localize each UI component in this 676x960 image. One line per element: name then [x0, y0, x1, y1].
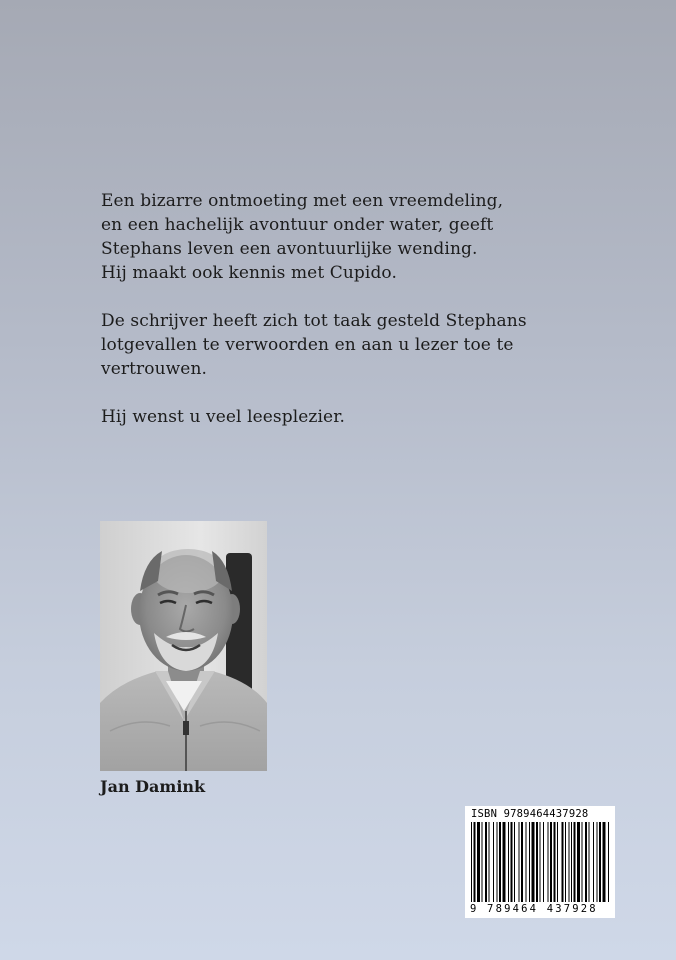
barcode-bar — [493, 822, 494, 902]
back-cover-blurb — [101, 189, 571, 453]
barcode-bar — [514, 822, 515, 902]
barcode-bar — [589, 822, 590, 902]
barcode-bar — [597, 822, 598, 902]
blurb-paragraph-2 — [101, 309, 571, 381]
barcode-bar — [562, 822, 564, 902]
author-portrait-illustration — [100, 521, 267, 771]
blurb-line: Stephans leven een avontuurlijke wending. — [101, 239, 478, 259]
barcode-bar — [577, 822, 580, 902]
barcode-bar — [603, 822, 606, 902]
barcode-bar — [565, 822, 566, 902]
barcode-bar — [536, 822, 538, 902]
barcode-bar — [532, 822, 535, 902]
isbn-label: ISBN 9789464437928 — [471, 808, 589, 820]
barcode-bar — [582, 822, 583, 902]
barcode-bar — [526, 822, 527, 902]
barcode-bar — [585, 822, 587, 902]
author-photo — [100, 521, 267, 771]
barcode-bar — [511, 822, 513, 902]
isbn-barcode — [465, 806, 615, 918]
barcode-bar — [497, 822, 498, 902]
barcode-bar — [471, 822, 472, 902]
barcode-bar — [499, 822, 501, 902]
barcode-bar — [474, 822, 476, 902]
blurb-line: en een hachelijk avontuur onder water, geeft — [101, 215, 494, 235]
barcode-bar — [529, 822, 530, 902]
barcode-bar — [550, 822, 552, 902]
barcode-bar — [482, 822, 483, 902]
barcode-bar — [548, 822, 549, 902]
barcode-bars — [465, 806, 615, 918]
barcode-bar — [608, 822, 609, 902]
barcode-bar — [569, 822, 570, 902]
blurb-line: Hij wenst u veel leesplezier. — [101, 407, 346, 427]
barcode-bar — [508, 822, 509, 902]
blurb-line: lotgevallen te verwoorden en aan u lezer toe te — [101, 335, 514, 355]
barcode-bar — [543, 822, 544, 902]
blurb-line: Hij maakt ook kennis met Cupido. — [101, 263, 397, 283]
barcode-bar — [485, 822, 487, 902]
barcode-bar — [554, 822, 556, 902]
barcode-bar — [571, 822, 572, 902]
blurb-line: vertrouwen. — [101, 359, 207, 379]
barcode-bar — [593, 822, 594, 902]
barcode-bar — [599, 822, 601, 902]
barcode-bar — [477, 822, 480, 902]
barcode-bar — [503, 822, 506, 902]
barcode-bar — [574, 822, 576, 902]
barcode-bar — [489, 822, 490, 902]
barcode-bar — [519, 822, 520, 902]
barcode-bar — [557, 822, 558, 902]
blurb-line: De schrijver heeft zich tot taak gesteld Stephans — [101, 311, 527, 331]
blurb-line: Een bizarre ontmoeting met een vreemdeling, — [101, 191, 504, 211]
blurb-paragraph-1 — [101, 189, 571, 285]
barcode-bar — [540, 822, 541, 902]
barcode-digits: 9 789464 437928 — [470, 903, 598, 915]
blurb-paragraph-3 — [101, 405, 571, 429]
author-name: Jan Damink — [100, 777, 206, 796]
barcode-bar — [521, 822, 523, 902]
